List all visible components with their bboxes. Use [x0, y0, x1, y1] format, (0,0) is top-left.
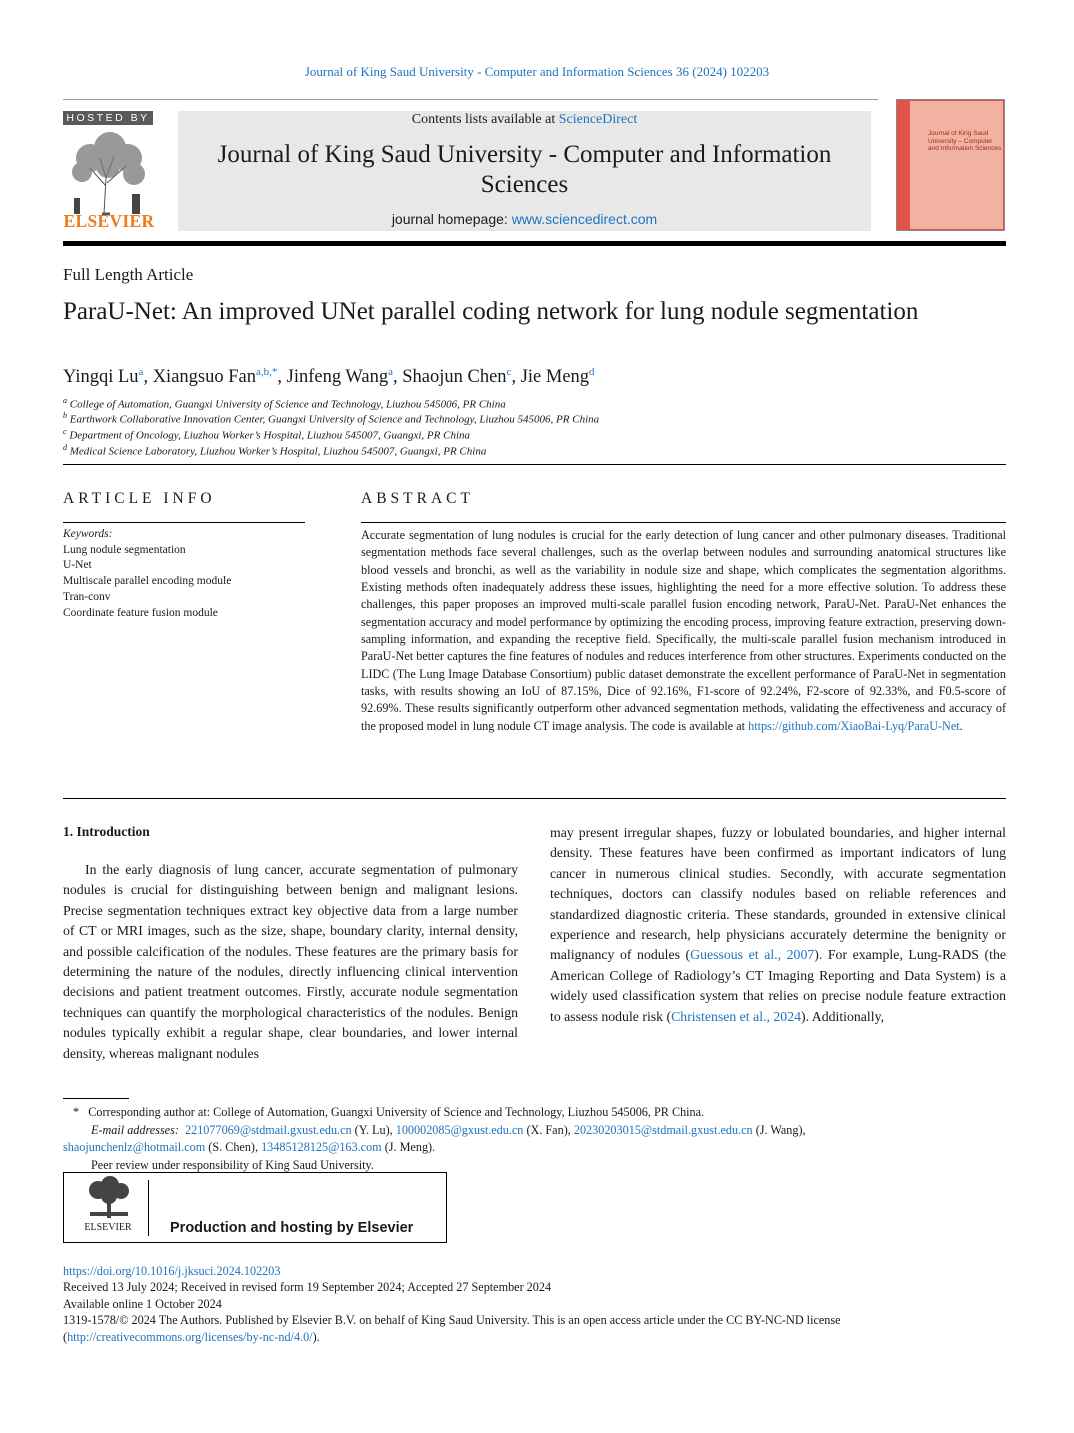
peer-review-note: Peer review under responsibility of King Saud University. — [91, 1157, 374, 1172]
body-column-left: In the early diagnosis of lung cancer, accurate segmentation of pulmonary nodules is crucial for distinguishing between benign and malignant lesions. Precise segmentation techniques extract key objective data from a large number of CT or MRI images, such as the size, shape, boundary clarity, internal density, and possible calcification of the nodules. These features are the primary basis for determining the nature of the nodules, directly influencing clinical intervention decisions and patient treatment outcomes. Firstly, accurate nodule segmentation techniques can quantify the morphological characteristics of the nodules. Benign nodules typically exhibit a regular shape, clear boundaries, and lower internal density, whereas malignant nodules — [63, 862, 518, 1061]
author-affiliation-mark[interactable]: d — [589, 366, 595, 378]
code-link[interactable]: https://github.com/XiaoBai-Lyq/ParaU-Net — [748, 718, 960, 733]
email-link[interactable]: 100002085@gxust.edu.cn — [395, 1122, 524, 1137]
corresponding-author-text: Corresponding author at: College of Automation, Guangxi University of Science and Technology, Liuzhou 545006, PR China. — [88, 1105, 705, 1119]
doi-link[interactable]: https://doi.org/10.1016/j.jksuci.2024.102203 — [63, 1264, 281, 1278]
email-link[interactable]: shaojunchenlz@hotmail.com — [63, 1140, 206, 1154]
license-text: 1319-1578/© 2024 The Authors. Published by Elsevier B.V. on behalf of King Saud University. This is an open access article under the CC BY-NC-ND license — [63, 1313, 841, 1328]
keyword: Lung nodule segmentation — [63, 543, 186, 556]
keyword: Coordinate feature fusion module — [63, 606, 218, 619]
affiliation-rule — [63, 464, 1006, 465]
keyword: U-Net — [63, 559, 92, 572]
homepage-link[interactable]: www.sciencedirect.com — [511, 211, 658, 227]
email-addresses-cont — [63, 1139, 1006, 1157]
author[interactable]: Xiangsuo Fan — [152, 367, 256, 387]
author[interactable]: Jinfeng Wang — [286, 367, 389, 387]
top-rule — [63, 99, 878, 100]
contents-prefix: Contents lists available at — [411, 112, 559, 127]
keyword: Multiscale parallel encoding module — [63, 575, 232, 588]
elsevier-wordmark: ELSEVIER — [63, 211, 155, 231]
footnote-star: * — [73, 1105, 80, 1119]
article-info-rule — [63, 522, 305, 523]
license-end: ). — [312, 1329, 320, 1344]
author-affiliation-mark[interactable]: c — [506, 366, 512, 378]
keyword: Tran-conv — [63, 590, 111, 603]
masthead-rule — [63, 241, 1006, 246]
production-hosting-label: Production and hosting by Elsevier — [170, 1220, 414, 1236]
author-list — [63, 366, 595, 388]
author-affiliation-mark[interactable]: a — [138, 366, 144, 378]
corresponding-author-note — [63, 1104, 1006, 1122]
abstract-end-rule — [63, 798, 1006, 799]
email-label: E-mail addresses: — [91, 1122, 179, 1137]
affiliation-mark: c — [63, 427, 67, 436]
author-separator: , — [392, 367, 403, 387]
email-link[interactable]: 13485128125@163.com — [261, 1140, 382, 1154]
email-link[interactable]: 20230203015@stdmail.gxust.edu.cn — [573, 1122, 753, 1137]
hosted-by-label: HOSTED BY — [63, 111, 153, 125]
email-owner: (S. Chen), — [205, 1140, 262, 1154]
affiliation-mark: a — [63, 396, 67, 405]
author[interactable]: Jie Meng — [520, 367, 590, 387]
affiliation — [63, 411, 599, 426]
affiliation-text: Department of Oncology, Liuzhou Worker’s Hospital, Liuzhou 545007, Guangxi, PR China — [69, 429, 471, 442]
homepage-prefix: journal homepage: — [391, 211, 512, 227]
author-separator: , — [511, 367, 521, 387]
affiliation-text: College of Automation, Guangxi University of Science and Technology, Liuzhou 545006, PR China — [69, 398, 506, 411]
author-affiliation-mark[interactable]: a — [388, 366, 393, 378]
email-owner: (X. Fan), — [523, 1122, 574, 1137]
elsevier-tree-icon — [82, 1176, 136, 1222]
affiliation-text: Medical Science Laboratory, Liuzhou Worker’s Hospital, Liuzhou 545007, Guangxi, PR China — [69, 445, 487, 458]
elsevier-box-wordmark: ELSEVIER — [84, 1222, 132, 1233]
homepage-line — [178, 211, 871, 227]
box-divider — [148, 1180, 149, 1236]
author-separator: , — [143, 367, 153, 387]
body-text: ). For example, Lung-RADS (the American College of Radiology’s CT Imaging Reporting and Data System) is a widely used classification system that relies on precise nodule feature extraction to assess nodule risk ( — [550, 947, 1006, 1024]
article-title: ParaU-Net: An improved UNet parallel coding network for lung nodule segmentation — [63, 298, 919, 325]
affiliation-text: Earthwork Collaborative Innovation Center, Guangxi University of Science and Technology, Liuzhou 545006, PR China — [69, 413, 600, 426]
journal-cover-panel — [910, 101, 1003, 229]
body-text: ). Additionally, — [801, 1008, 885, 1024]
footnote-rule — [63, 1098, 129, 1099]
license-link[interactable]: http://creativecommons.org/licenses/by-nc-nd/4.0/ — [67, 1329, 313, 1344]
email-owner: (J. Meng). — [381, 1140, 436, 1154]
affiliation — [63, 427, 470, 442]
email-owner: (Y. Lu), — [351, 1122, 396, 1137]
email-link[interactable]: 221077069@stdmail.gxust.edu.cn — [185, 1122, 352, 1137]
section-heading-introduction: 1. Introduction — [63, 824, 150, 839]
publication-info — [63, 1263, 1006, 1345]
citation-link[interactable]: Guessous et al., 2007 — [690, 947, 815, 963]
keywords-label: Keywords: — [63, 528, 113, 540]
license-link-line: (http://creativecommons.org/licenses/by-nc-nd/4.0/). — [63, 1329, 320, 1344]
abstract-end: . — [959, 718, 963, 733]
abstract-heading: ABSTRACT — [361, 490, 474, 507]
journal-cover-title: Journal of King Saud University – Computer and Information Sciences — [928, 130, 1002, 152]
author-separator: , — [277, 367, 287, 387]
keywords-block — [63, 527, 313, 621]
author[interactable]: Shaojun Chen — [402, 367, 507, 387]
abstract-text — [361, 527, 1006, 735]
body-column-right — [550, 823, 1006, 1027]
journal-title: Journal of King Saud University - Computer and Information Sciences — [217, 141, 832, 198]
article-type: Full Length Article — [63, 265, 194, 284]
elsevier-tree-icon — [60, 128, 156, 216]
citation-link[interactable]: Christensen et al., 2024 — [671, 1008, 801, 1024]
abstract-body: Accurate segmentation of lung nodules is crucial for the early detection of lung cancer and other pulmonary diseases. Traditional segmentation methods face several challenges, such as the overlap between nodules and surrounding anatomical structures like blood vessels and bronchi, as well as the variability in nodule size and shape, which complicates the segmentation algorithms. Existing methods often inadequately address these issues, highlighting the need for a more effective solution. To address these challenges, this paper proposes an improved multi-scale parallel fusion encoding network, ParaU-Net. ParaU-Net enhances the segmentation accuracy and model performance by optimizing the encoding process, improving feature extraction, preserving down-sampling information, and expanding the receptive field. Specifically, the multi-scale parallel fusion mechanism introduced in ParaU-Net better captures the fine features of nodules and reduces interference from other structures. Experiments conducted on the LIDC (The Lung Image Database Consortium) public dataset demonstrate the excellent performance of ParaU-Net in segmentation tasks, with results showing an IoU of 87.15%, Dice of 92.16%, F1-score of 92.24%, F2-score of 92.33%, and F0.5-score of 92.69%. These results significantly outperform other advanced segmentation methods, validating the effectiveness and accuracy of the proposed model in lung nodule CT image analysis. The code is available at — [361, 528, 1006, 733]
email-owner: (J. Wang), — [752, 1122, 806, 1137]
contents-line — [178, 112, 871, 128]
sciencedirect-link[interactable]: ScienceDirect — [558, 112, 638, 127]
history-dates: Received 13 July 2024; Received in revised form 19 September 2024; Accepted 27 September 2024 — [63, 1280, 552, 1295]
footnote-block — [63, 1104, 1006, 1174]
article-info-heading: ARTICLE INFO — [63, 490, 216, 507]
author[interactable]: Yingqi Lu — [63, 367, 139, 387]
affiliation — [63, 443, 486, 458]
affiliation-mark: d — [63, 443, 67, 452]
abstract-rule — [361, 522, 1006, 523]
online-date: Available online 1 October 2024 — [63, 1296, 222, 1311]
affiliation-mark: b — [63, 411, 67, 420]
email-addresses — [63, 1122, 1006, 1140]
affiliation — [63, 396, 506, 411]
author-affiliation-mark[interactable]: a,b,* — [255, 366, 278, 378]
body-text: may present irregular shapes, fuzzy or lobulated boundaries, and higher internal density. These features have been confirmed as important indicators of lung cancer in numerous clinical studies. Secondly, with accurate segmentation techniques, doctors can classify nodules based on reliable references and standardized diagnostic criteria. These standards, grounded in extensive clinical experience and research, help physicians accurately determine the benignity or malignancy of nodules ( — [550, 825, 1006, 963]
running-head[interactable]: Journal of King Saud University - Computer and Information Sciences 36 (2024) 102203 — [304, 64, 770, 79]
